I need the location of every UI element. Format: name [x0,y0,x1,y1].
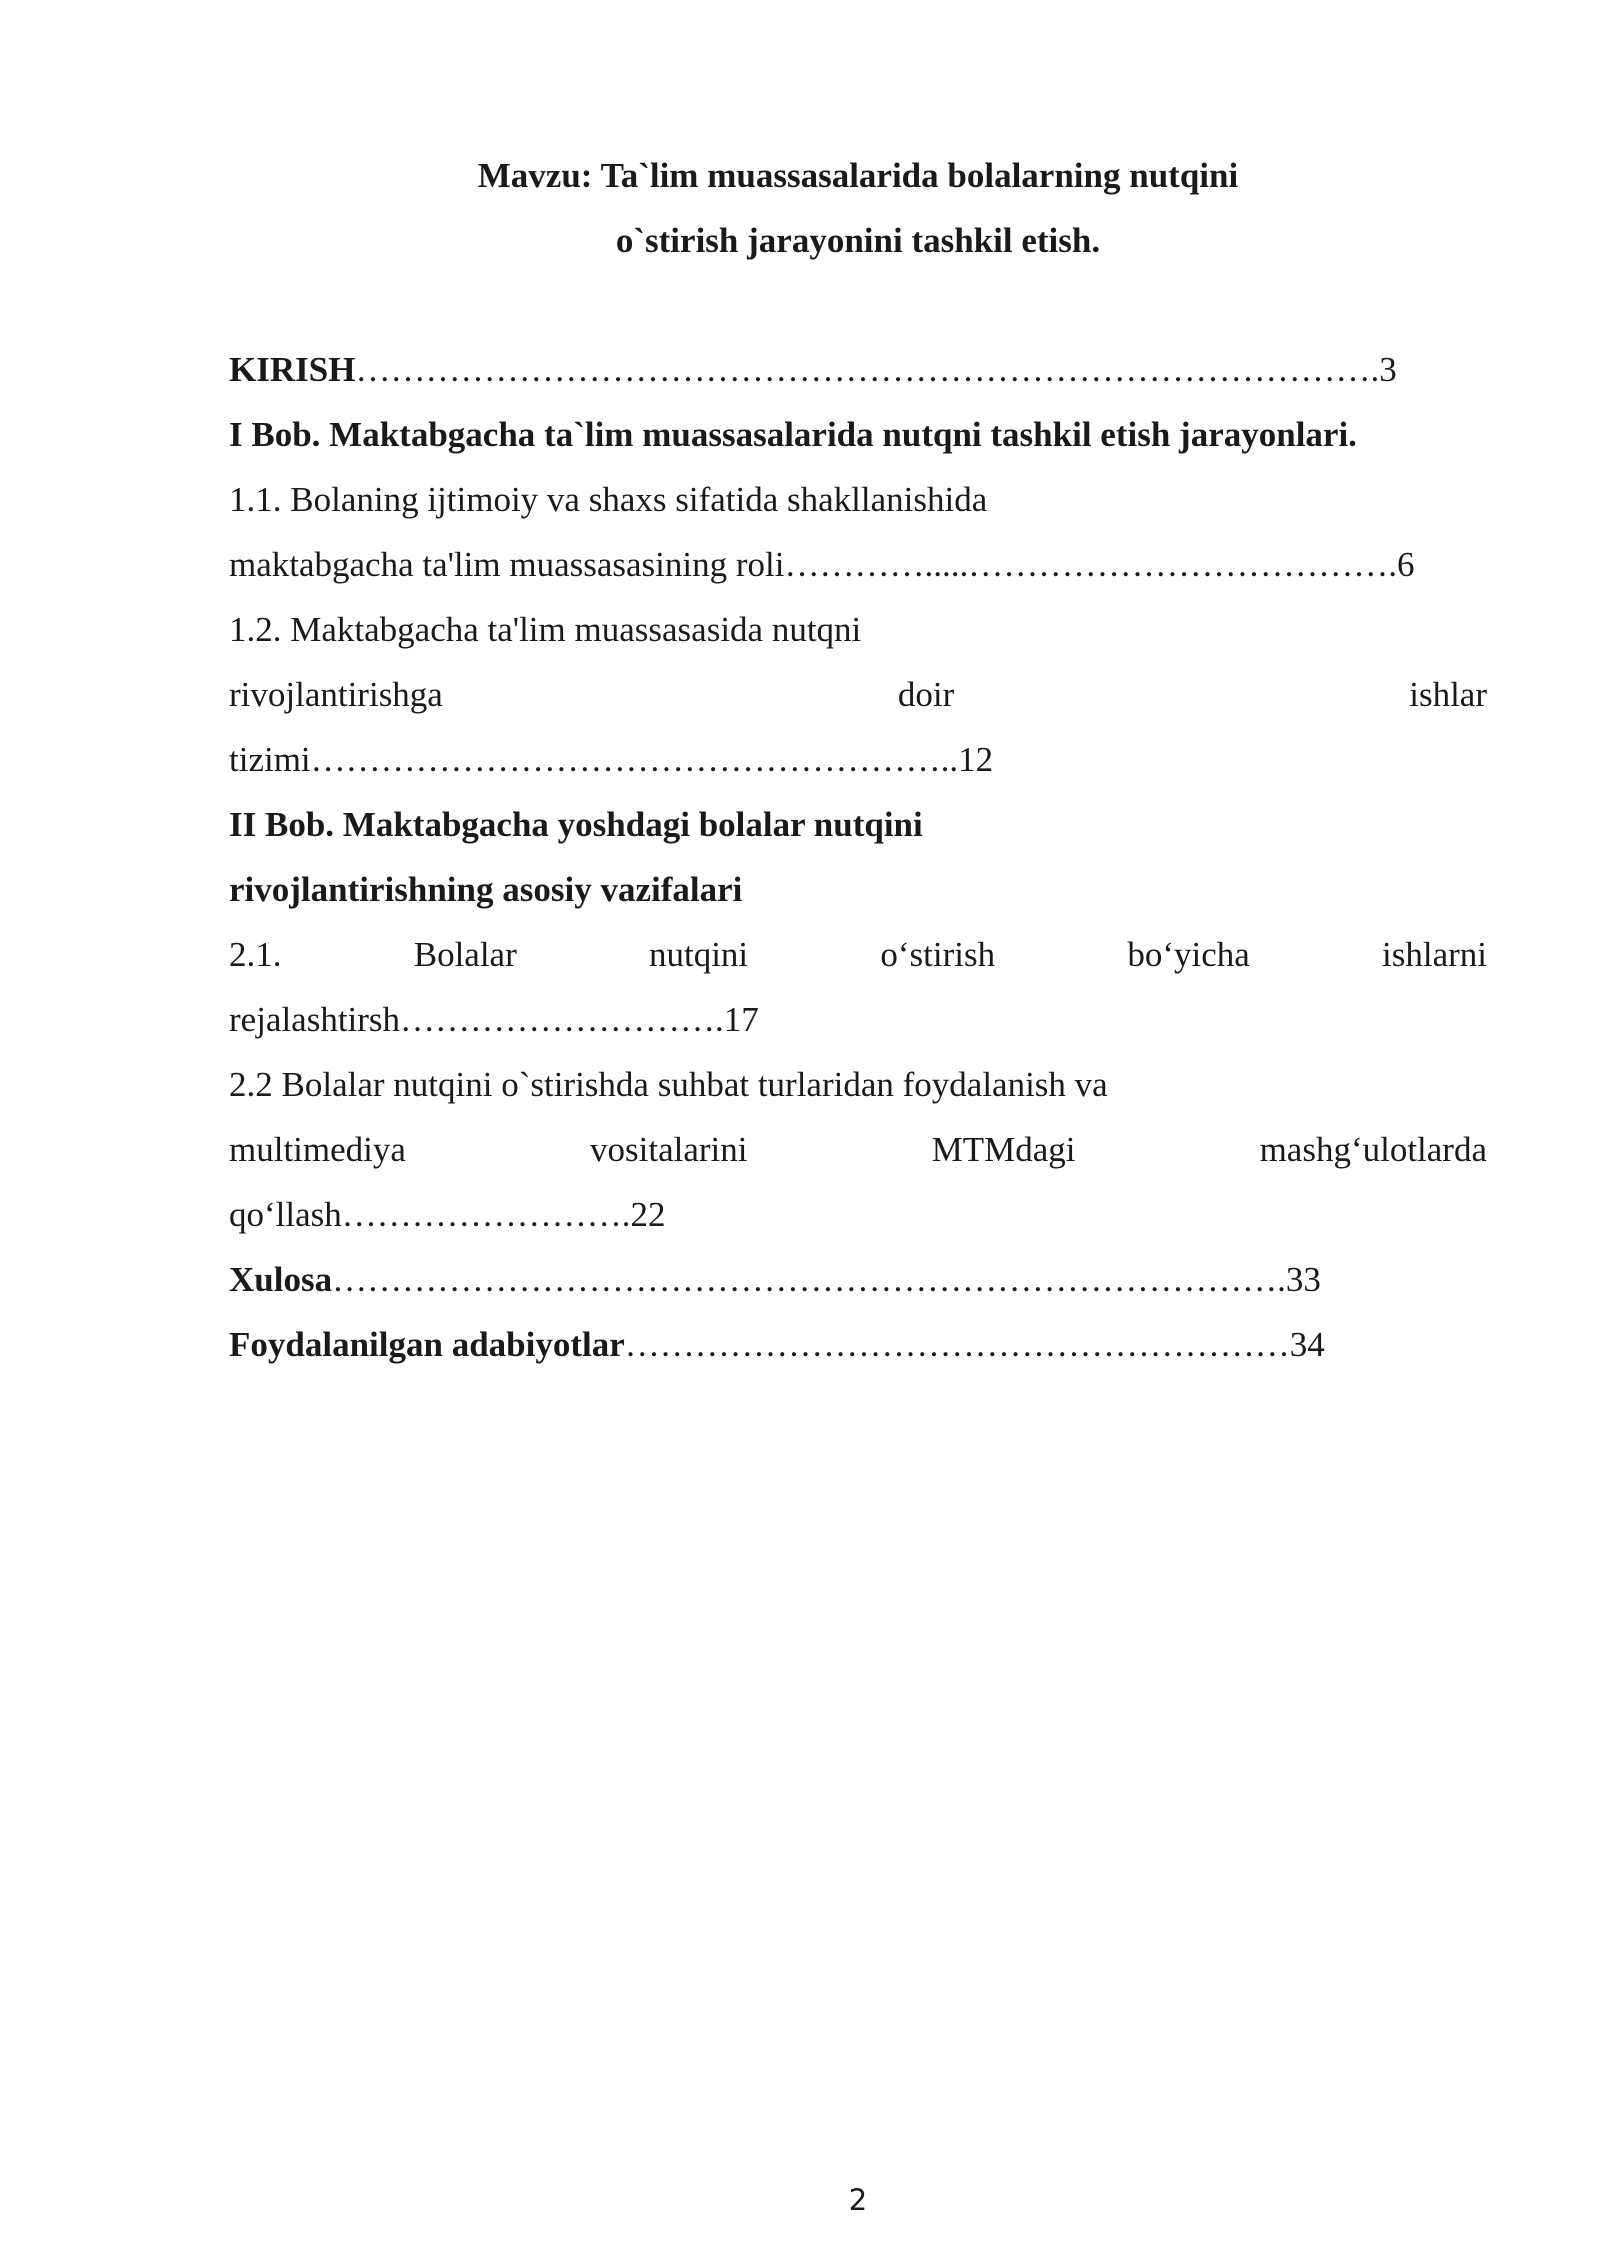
toc-section-2-2-line-2 [229,1129,1487,1194]
toc-adabiyotlar-leader: ………………………………………………… [624,1325,1290,1364]
toc-chapter-2-line-2: rivojlantirishning asosiy vazifalari [229,870,743,909]
toc-word: multimediya [229,1130,406,1169]
toc-xulosa-page: 33 [1285,1260,1321,1299]
toc-word: bo‘yicha [1127,935,1250,974]
toc-kirish-page: 3 [1379,350,1397,389]
toc-adabiyotlar-label: Foydalanilgan adabiyotlar [229,1325,625,1364]
toc-section-2-1-line-1 [229,934,1487,999]
table-of-contents [229,349,1487,1389]
toc-section-2-2-line-1: 2.2 Bolalar nutqini o`stirishda suhbat turlaridan foydalanish va [229,1065,1108,1104]
toc-word: Bolalar [413,935,517,974]
toc-word: ishlar [1409,675,1487,714]
title-line-2: o`stirish jarayonini tashkil etish. [615,221,1101,260]
toc-word: vositalarini [590,1130,748,1169]
toc-section-1-1-line-1: 1.1. Bolaning ijtimoiy va shaxs sifatida shakllanishida [229,480,988,519]
toc-section-1-2-line-1: 1.2. Maktabgacha ta'lim muassasasida nutqni [229,610,862,649]
toc-entry-adabiyotlar [229,1324,1487,1389]
toc-chapter-1: I Bob. Maktabgacha ta`lim muassasalarida nutqni tashkil etish jarayonlari. [229,415,1357,454]
toc-section-2-2-line-3: qo‘llash…………………….22 [229,1195,666,1234]
toc-word: rivojlantirishga [229,675,443,714]
toc-kirish-label: KIRISH [229,350,356,389]
toc-word: doir [897,675,955,714]
page-number: 2 [848,2183,868,2217]
toc-kirish-leader: ……………………………………………………………………………. [355,350,1380,389]
toc-xulosa-label: Xulosa [229,1260,333,1299]
toc-adabiyotlar-page: 34 [1289,1325,1325,1364]
toc-word: nutqini [648,935,749,974]
toc-chapter-2-line-1: II Bob. Maktabgacha yoshdagi bolalar nutqini [229,805,923,844]
toc-section-1-2-line-3: tizimi………………………………………………..12 [229,740,994,779]
title-line-1: Mavzu: Ta`lim muassasalarida bolalarning nutqini [477,156,1239,195]
toc-word: ishlarni [1382,935,1487,974]
toc-entry-kirish [229,349,1487,414]
toc-section-1-2-line-2 [229,674,1487,739]
toc-word: MTMdagi [931,1130,1076,1169]
toc-word: mashg‘ulotlarda [1259,1130,1487,1169]
toc-section-1-1-line-2: maktabgacha ta'lim muassasasining roli………….....……………………………….6 [229,545,1415,584]
toc-entry-xulosa [229,1259,1487,1324]
toc-word: 2.1. [229,935,282,974]
toc-xulosa-leader: ………………………………………………………………………. [332,1260,1286,1299]
toc-section-2-1-line-2: rejalashtirsh……………………….17 [229,1000,759,1039]
toc-word: o‘stirish [880,935,996,974]
